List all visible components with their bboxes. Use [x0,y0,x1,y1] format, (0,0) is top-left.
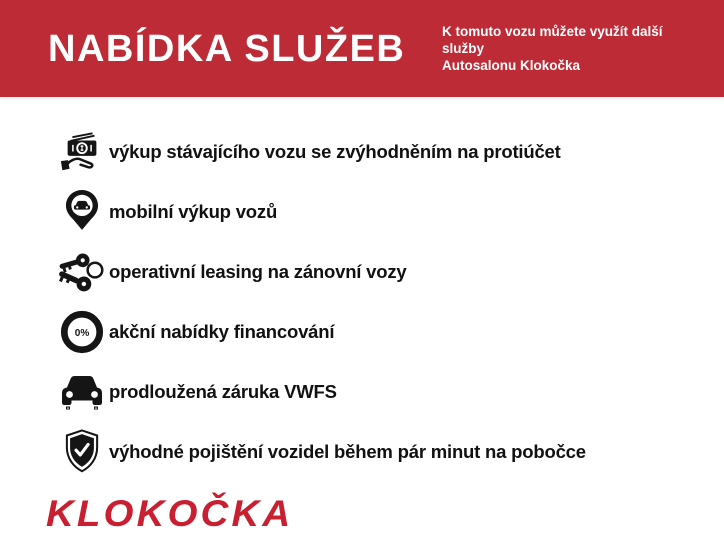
footer [0,482,724,532]
service-label: výkup stávajícího vozu se zvýhodněním na protiúčet [109,141,561,162]
service-label: operativní leasing na zánovní vozy [109,261,407,282]
header-banner [0,0,724,97]
page-title: NABÍDKA SLUŽEB [48,27,406,70]
header-subtitle-line1: K tomuto vozu můžete využít další služby [442,24,663,56]
shield-check-icon [58,426,106,478]
service-label: prodloužená záruka VWFS [109,381,337,402]
service-item-mobile-buyout [58,182,724,242]
car-front-icon [58,366,106,418]
service-label: akční nabídky financování [109,321,335,342]
zero-percent-icon [58,306,106,358]
header-subtitle [442,23,700,74]
zero-percent-label: 0% [74,327,90,339]
header-subtitle-line2: Autosalonu Klokočka [442,58,581,73]
service-item-financing [58,302,724,362]
service-label: mobilní výkup vozů [109,201,278,222]
service-item-warranty [58,362,724,422]
service-label: výhodné pojištění vozidel během pár minut na pobočce [109,441,586,462]
location-pin-car-icon [58,186,106,238]
klokocka-logo: KLOKOČKA [46,493,294,534]
service-item-leasing [58,242,724,302]
service-item-insurance [58,422,724,482]
service-item-trade-in [58,122,724,182]
services-list [0,97,724,482]
car-keys-icon [58,246,106,298]
cash-in-hand-icon [58,126,106,178]
